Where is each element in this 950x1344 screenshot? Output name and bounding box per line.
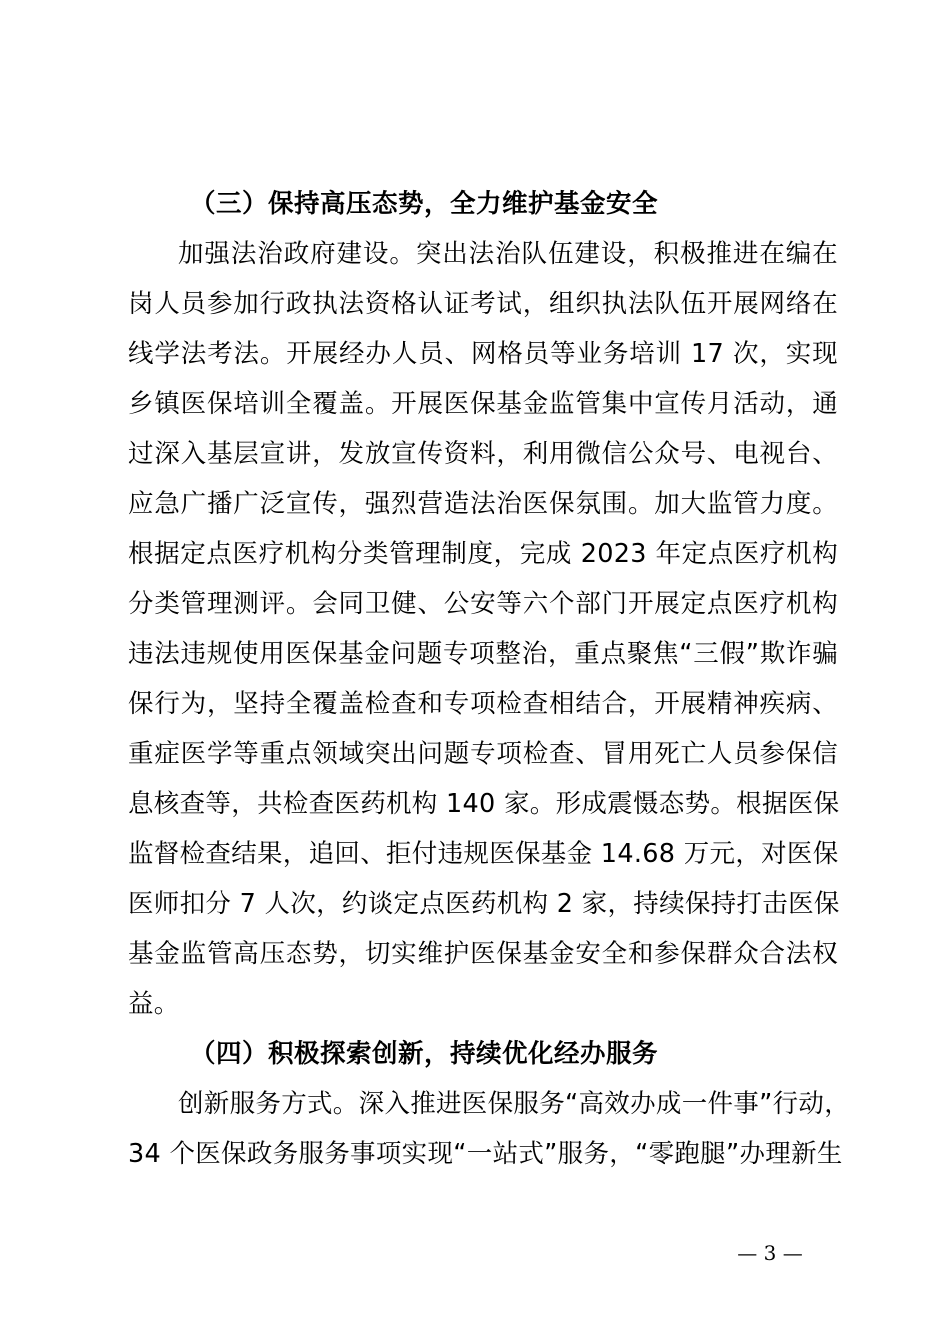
paragraph-line: 创新服务方式。深入推进医保服务“高效办成一件事”行动， <box>178 1089 851 1119</box>
paragraph-line: 过深入基层宣讲，发放宣传资料，利用微信公众号、电视台、 <box>128 439 838 469</box>
paragraph-line: 根据定点医疗机构分类管理制度，完成 2023 年定点医疗机构 <box>128 539 838 569</box>
paragraph-line: 违法违规使用医保基金问题专项整治，重点聚焦“三假”欺诈骗 <box>128 639 838 669</box>
paragraph-line: 分类管理测评。会同卫健、公安等六个部门开展定点医疗机构 <box>128 589 838 619</box>
paragraph-line: 保行为，坚持全覆盖检查和专项检查相结合，开展精神疾病、 <box>128 689 838 719</box>
paragraph-line: 监督检查结果，追回、拒付违规医保基金 14.68 万元，对医保 <box>128 839 839 869</box>
paragraph-line: 岗人员参加行政执法资格认证考试，组织执法队伍开展网络在 <box>128 289 838 319</box>
paragraph-line: 线学法考法。开展经办人员、网格员等业务培训 17 次，实现 <box>128 339 838 369</box>
section-3-heading: （三）保持高压态势，全力维护基金安全 <box>190 189 659 219</box>
paragraph-line: 34 个医保政务服务事项实现“一站式”服务，“零跑腿”办理新生 <box>128 1139 843 1169</box>
paragraph-line: 应急广播广泛宣传，强烈营造法治医保氛围。加大监管力度。 <box>128 489 838 519</box>
section-4-heading: （四）积极探索创新，持续优化经办服务 <box>190 1039 659 1069</box>
paragraph-line: 益。 <box>128 989 180 1019</box>
paragraph-line: 基金监管高压态势，切实维护医保基金安全和参保群众合法权 <box>128 939 838 969</box>
paragraph-line: 重症医学等重点领域突出问题专项检查、冒用死亡人员参保信 <box>128 739 838 769</box>
paragraph-line: 医师扣分 7 人次，约谈定点医药机构 2 家，持续保持打击医保 <box>128 889 840 919</box>
paragraph-line: 乡镇医保培训全覆盖。开展医保基金监管集中宣传月活动，通 <box>128 389 838 419</box>
page-number: — 3 — <box>737 1241 803 1265</box>
paragraph-line: 加强法治政府建设。突出法治队伍建设，积极推进在编在 <box>178 239 838 269</box>
paragraph-line: 息核查等，共检查医药机构 140 家。形成震慑态势。根据医保 <box>128 789 840 819</box>
